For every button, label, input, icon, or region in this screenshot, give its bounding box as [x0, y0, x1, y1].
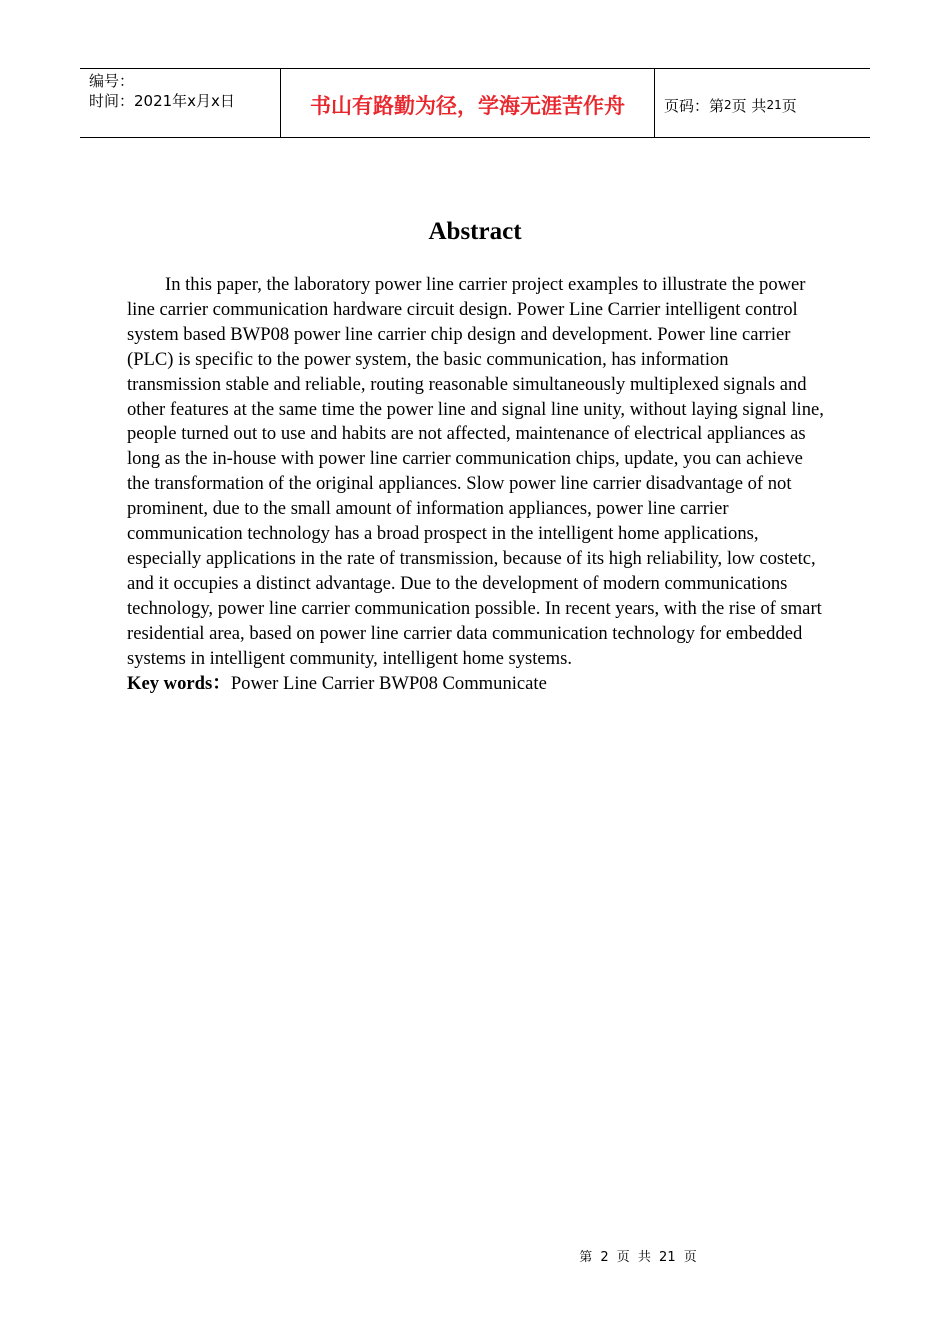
page-total: 21: [766, 98, 782, 112]
keywords-value: Power Line Carrier BWP08 Communicate: [230, 672, 547, 694]
time-label: 时间：2021年x月x日: [89, 92, 235, 110]
page-footer: 第 2 页 共 21 页: [579, 1250, 697, 1265]
abstract-body: [127, 273, 827, 696]
header-meta-cell: [80, 69, 281, 137]
abstract-paragraph: In this paper, the laboratory power line carrier project examples to illustrate the power line carrier communication hardware circuit design. Power Line Carrier intelligent control system based BWP08 power line carrier chip design and development. Power line carrier (PLC) is specific to the power system, the basic communication, has information transmission stable and reliable, routing reasonable simultaneously multiplexed signals and other features at the same time the power line and signal line unity, without laying signal line, people turned out to use and habits are not affected, maintenance of electrical appliances as long as the in-house with power line carrier communication chips, update, you can achieve the transformation of the original appliances. Slow power line carrier disadvantage of not prominent, due to the small amount of information appliances, power line carrier communication technology has a broad prospect in the intelligent home applications, especially applications in the rate of transmission, because of its high reliability, low costetc, and it occupies a distinct advantage. Due to the development of modern communications technology, power line carrier communication possible. In recent years, with the rise of smart residential area, based on power line carrier data communication technology for embedded systems in intelligent community, intelligent home systems.: [127, 274, 824, 669]
page-prefix: 页码：第: [664, 96, 725, 115]
header-page-info: [655, 69, 870, 137]
keywords-line: [127, 672, 827, 697]
page-mid: 页 共: [731, 96, 767, 115]
number-label: 编号：: [89, 72, 135, 90]
page-current: 2: [724, 98, 732, 112]
page-title: Abstract: [428, 218, 522, 245]
keywords-label: Key words：: [127, 672, 231, 694]
page-suffix: 页: [781, 96, 797, 115]
page-header: [80, 68, 870, 138]
header-motto: 书山有路勤为径，学海无涯苦作舟: [281, 69, 655, 137]
